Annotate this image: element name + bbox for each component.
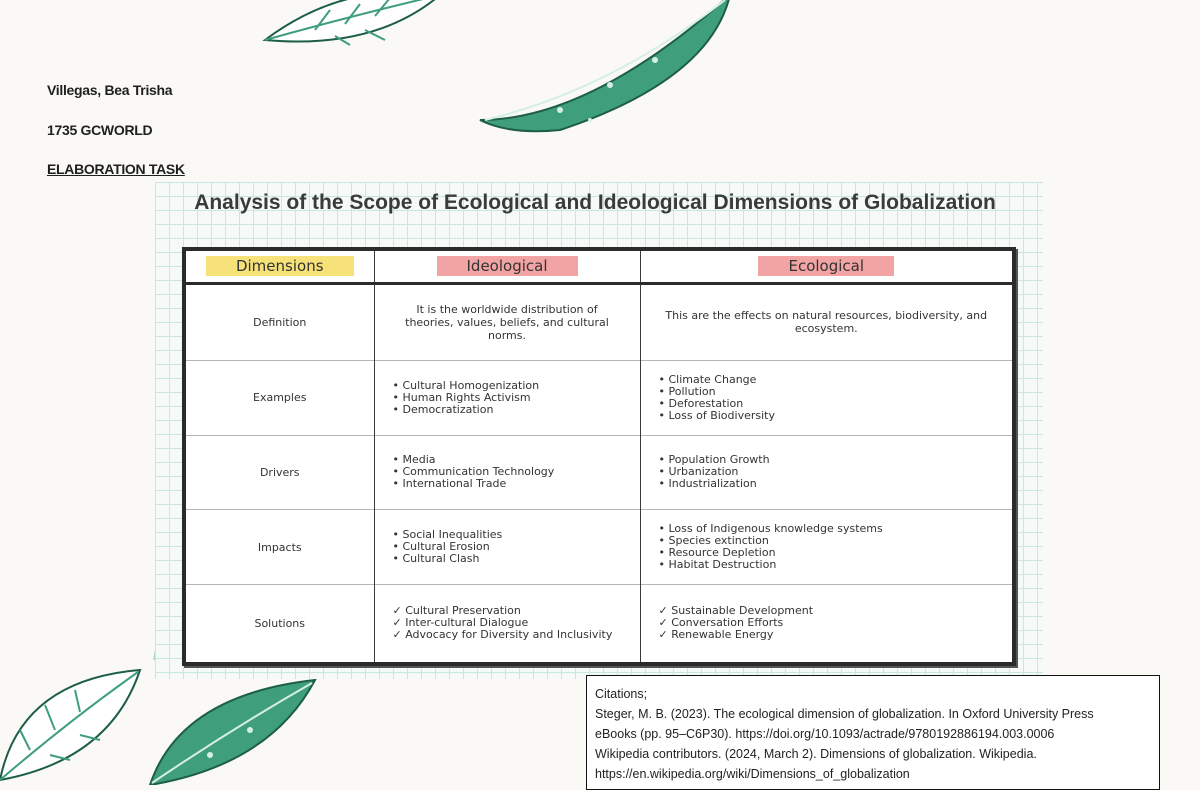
list-item: • Population Growth: [658, 453, 770, 467]
table-row: [186, 283, 1012, 361]
list-item: • Communication Technology: [392, 465, 555, 479]
list-item: • Democratization: [392, 402, 494, 416]
row-label-drivers: Drivers: [259, 465, 300, 479]
leaf-decoration-bottom-center: [140, 675, 320, 785]
analysis-table: [182, 247, 1016, 666]
list-item: • Deforestation: [658, 396, 744, 410]
list-item: ✓ Sustainable Development: [658, 604, 814, 618]
row-label-solutions: Solutions: [254, 616, 306, 630]
author-name: Villegas, Bea Trisha: [47, 82, 173, 98]
ideological-solutions: [374, 584, 640, 662]
list-item: • Social Inequalities: [392, 528, 503, 542]
citation-line: https://en.wikipedia.org/wiki/Dimensions_of_globalization: [595, 767, 910, 781]
list-item: • International Trade: [392, 477, 507, 491]
ecological-solutions: [640, 584, 1012, 662]
ecological-drivers: [640, 435, 1012, 510]
citation-line: Wikipedia contributors. (2024, March 2). Dimensions of globalization. Wikipedia.: [595, 747, 1037, 761]
list-item: • Habitat Destruction: [658, 558, 777, 572]
table-row: [186, 435, 1012, 510]
ideological-drivers: [374, 435, 640, 510]
header-dimensions: Dimensions: [186, 251, 374, 283]
header-ideological: Ideological: [374, 251, 640, 283]
course-code: 1735 GCWORLD: [47, 122, 153, 138]
row-label-impacts: Impacts: [257, 540, 302, 554]
list-item: • Pollution: [658, 384, 716, 398]
list-item: • Cultural Homogenization: [392, 378, 540, 392]
list-item: • Resource Depletion: [658, 546, 776, 560]
list-item: ✓ Renewable Energy: [658, 628, 774, 642]
list-item: • Cultural Erosion: [392, 540, 490, 554]
citations-heading: Citations;: [595, 687, 648, 701]
header-ecological: Ecological: [640, 251, 1012, 283]
list-item: • Industrialization: [658, 477, 757, 491]
table-row: [186, 361, 1012, 436]
card-title: Analysis of the Scope of Ecological and Ideological Dimensions of Globalization: [194, 191, 996, 214]
leaf-decoration-top-center: [470, 0, 740, 140]
row-label-definition: Definition: [253, 315, 307, 329]
ecological-examples: [640, 361, 1012, 436]
table-header-row: [186, 251, 1012, 283]
ideological-examples: [374, 361, 640, 436]
task-title: ELABORATION TASK: [47, 161, 185, 177]
citation-line: eBooks (pp. 95–C6P30). https://doi.org/10.1093/actrade/9780192886194.003.0006: [595, 727, 1055, 741]
list-item: ✓ Advocacy for Diversity and Inclusivity: [392, 628, 613, 642]
analysis-card: [155, 182, 1043, 679]
row-label-examples: Examples: [253, 391, 307, 405]
ecological-impacts: [640, 510, 1012, 585]
leaf-decoration-bottom-left: [0, 660, 145, 785]
list-item: ✓ Cultural Preservation: [392, 604, 521, 618]
citation-line: Steger, M. B. (2023). The ecological dimension of globalization. In Oxford University Press: [595, 707, 1094, 721]
leaf-decoration-top-left: [255, 0, 445, 60]
list-item: • Urbanization: [658, 465, 739, 479]
list-item: • Loss of Indigenous knowledge systems: [658, 522, 883, 536]
list-item: • Species extinction: [658, 534, 769, 548]
ideological-impacts: [374, 510, 640, 585]
table-row: [186, 510, 1012, 585]
citations-box: [586, 675, 1160, 790]
list-item: • Loss of Biodiversity: [658, 408, 775, 422]
ideological-definition: It is the worldwide distribution of theories, values, beliefs, and cultural norms.: [374, 283, 640, 361]
ecological-definition: This are the effects on natural resources, biodiversity, and ecosystem.: [640, 283, 1012, 361]
list-item: • Cultural Clash: [392, 552, 480, 566]
table-row: [186, 584, 1012, 662]
list-item: • Media: [392, 453, 436, 467]
list-item: ✓ Conversation Efforts: [658, 616, 784, 630]
list-item: • Human Rights Activism: [392, 390, 531, 404]
list-item: ✓ Inter-cultural Dialogue: [392, 616, 529, 630]
list-item: • Climate Change: [658, 372, 757, 386]
